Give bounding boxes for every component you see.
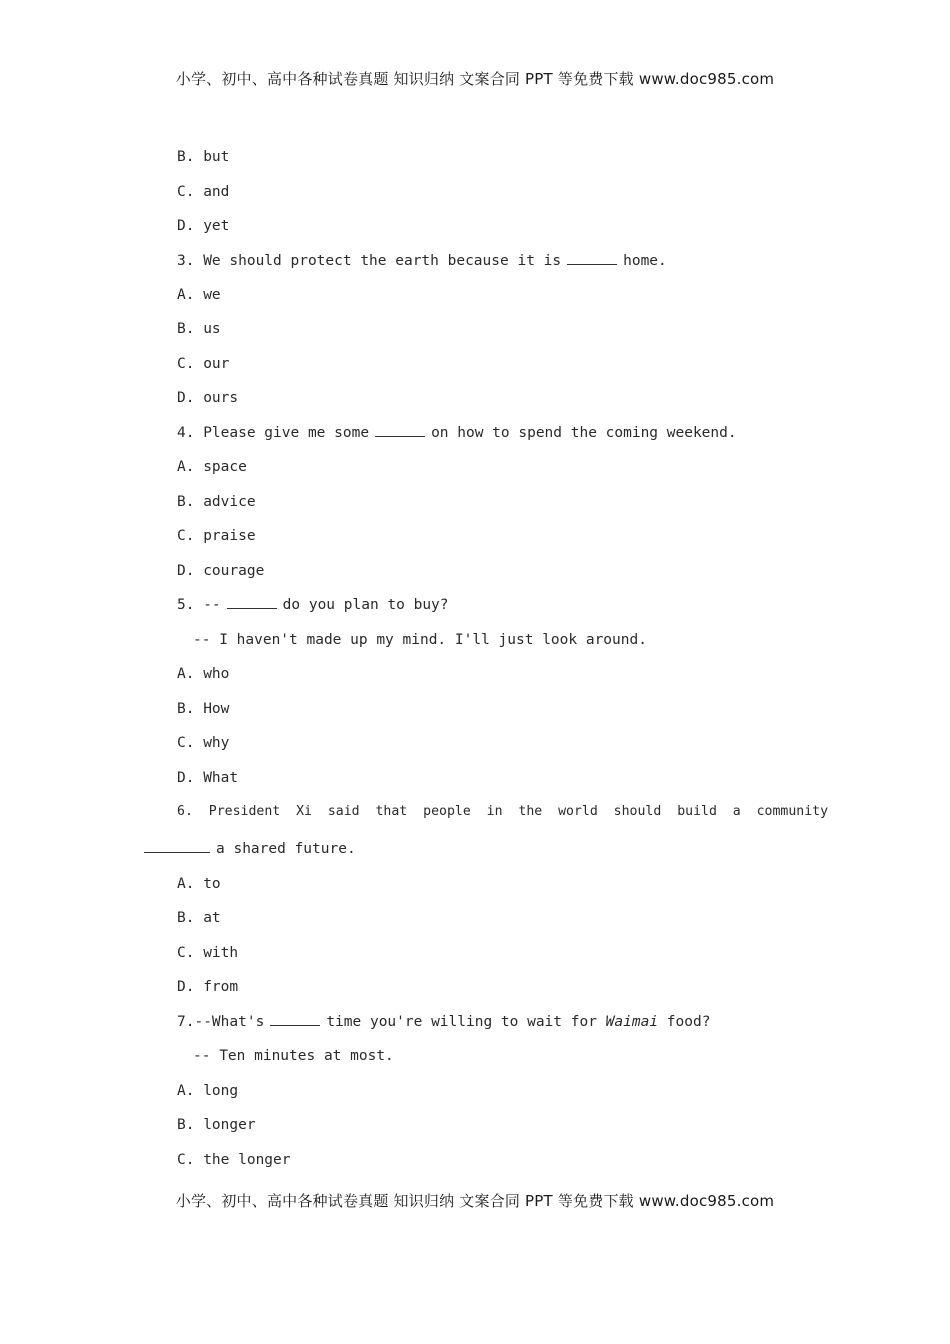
q7-stem-italic: Waimai — [605, 1014, 659, 1030]
q3-stem — [177, 252, 667, 270]
q6-option-a: A. to — [177, 876, 221, 892]
q4-option-a: A. space — [177, 459, 247, 475]
q4-stem — [177, 424, 737, 442]
q5-stem-before: 5. -- — [177, 597, 221, 613]
q2-option-d: D. yet — [177, 218, 230, 234]
q3-option-b: B. us — [177, 321, 221, 337]
q7-reply: -- Ten minutes at most. — [193, 1048, 394, 1064]
q7-blank — [270, 1013, 320, 1026]
q6-blank — [144, 840, 210, 853]
q5-reply: -- I haven't made up my mind. I'll just look around. — [193, 632, 647, 648]
page-header: 小学、初中、高中各种试卷真题 知识归纳 文案合同 PPT 等免费下载 www.doc985.com — [175, 70, 775, 88]
q4-option-c: C. praise — [177, 528, 256, 544]
q2-option-c: C. and — [177, 184, 230, 200]
q7-option-c: C. the longer — [177, 1152, 291, 1168]
q4-blank — [375, 424, 425, 437]
q3-option-a: A. we — [177, 287, 221, 303]
q5-option-c: C. why — [177, 735, 230, 751]
q3-blank — [567, 252, 617, 265]
page-footer: 小学、初中、高中各种试卷真题 知识归纳 文案合同 PPT 等免费下载 www.doc985.com — [175, 1192, 775, 1210]
q4-option-b: B. advice — [177, 494, 256, 510]
q5-option-b: B. How — [177, 701, 230, 717]
q5-option-d: D. What — [177, 770, 239, 786]
q6-stem-after: a shared future. — [216, 841, 356, 857]
q7-stem-before: 7.--What's — [177, 1014, 265, 1030]
q6-stem-line1: 6. President Xi said that people in the world should build a community — [177, 804, 829, 819]
q7-option-a: A. long — [177, 1083, 239, 1099]
q7-stem-mid: time you're willing to wait for — [326, 1014, 597, 1030]
q4-stem-after: on how to spend the coming weekend. — [431, 425, 737, 441]
q5-stem-after: do you plan to buy? — [282, 597, 449, 613]
q3-stem-after: home. — [623, 253, 667, 269]
q4-option-d: D. courage — [177, 563, 265, 579]
q5-blank — [227, 596, 277, 609]
q7-stem-after: food? — [666, 1014, 711, 1030]
q6-option-d: D. from — [177, 979, 239, 995]
q3-stem-before: 3. We should protect the earth because it is — [177, 253, 562, 269]
q6-option-b: B. at — [177, 910, 221, 926]
q7-stem — [177, 1013, 710, 1031]
q3-option-d: D. ours — [177, 390, 239, 406]
q5-option-a: A. who — [177, 666, 230, 682]
q6-stem-line2 — [144, 840, 356, 858]
q4-stem-before: 4. Please give me some — [177, 425, 370, 441]
q6-option-c: C. with — [177, 945, 239, 961]
q7-option-b: B. longer — [177, 1117, 256, 1133]
q3-option-c: C. our — [177, 356, 230, 372]
q5-stem — [177, 596, 449, 614]
q2-option-b: B. but — [177, 149, 230, 165]
